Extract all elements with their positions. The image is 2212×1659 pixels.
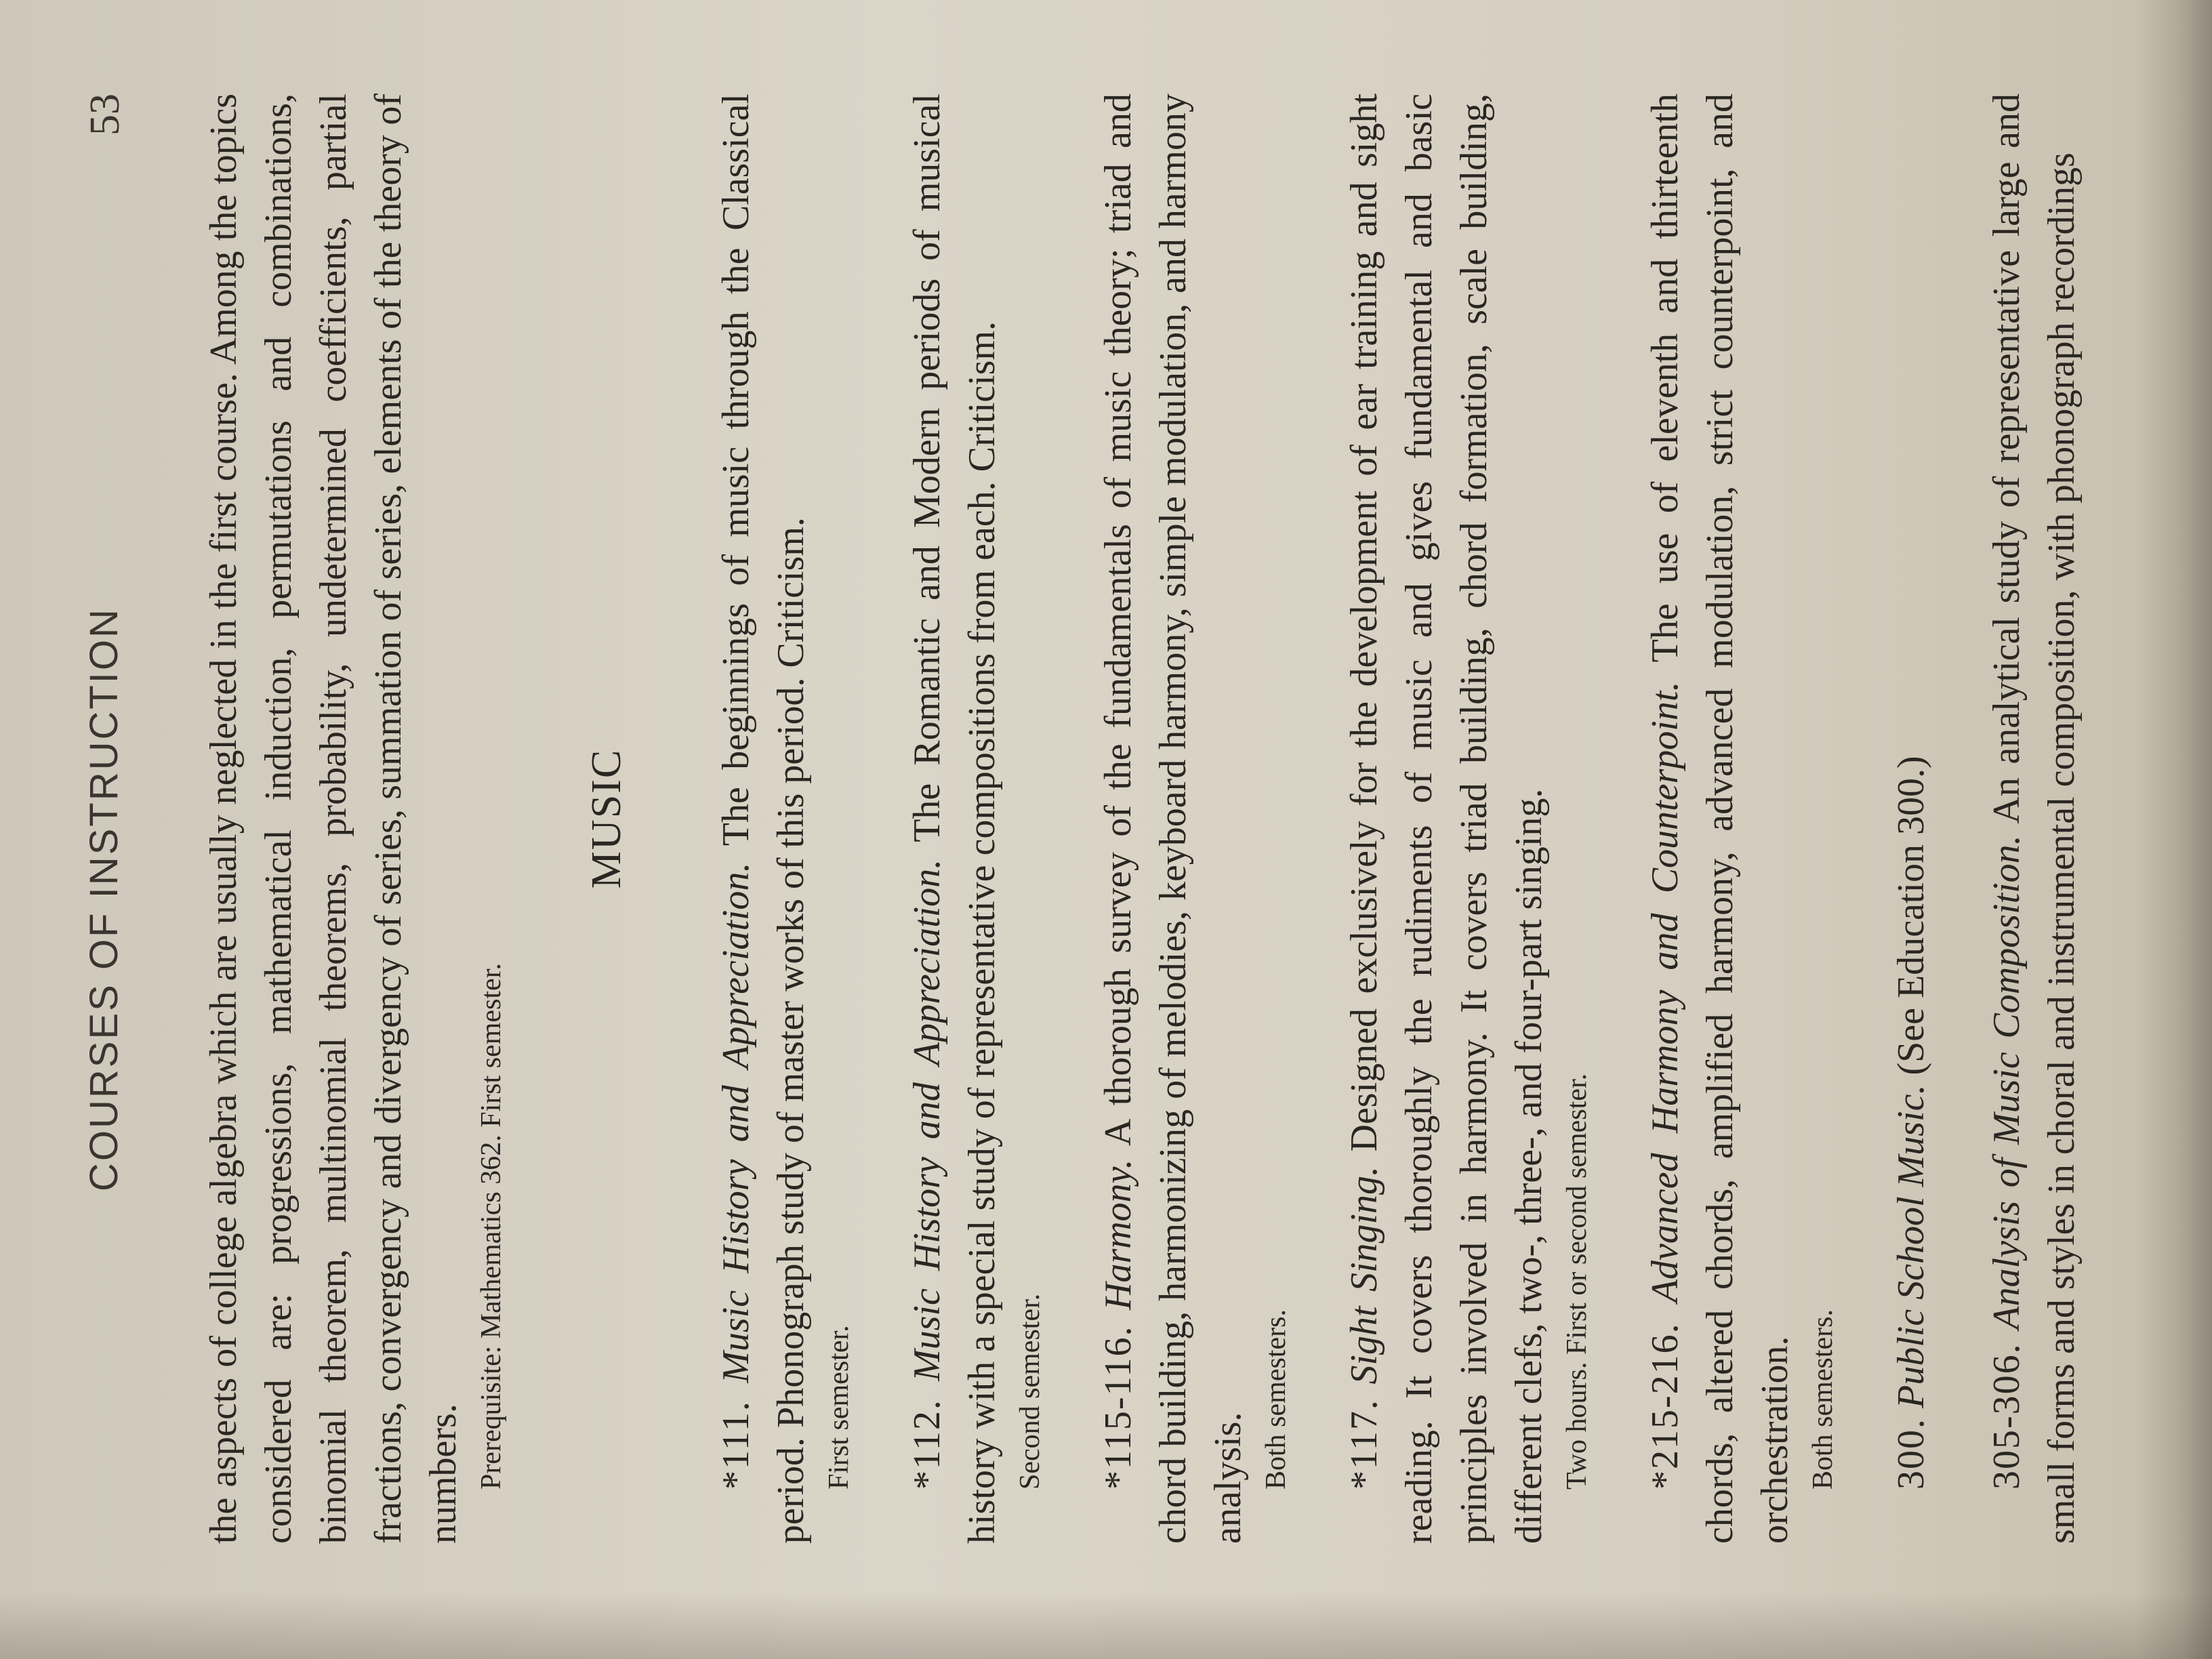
course-number: *117. [1343, 1399, 1385, 1490]
course-note: Both semesters. [1807, 1309, 1839, 1490]
course-entry-305-306 [1980, 94, 2089, 1544]
course-entry-111 [709, 94, 819, 1544]
course-title: Advanced Harmony and Counterpoint. [1644, 681, 1686, 1303]
course-title: Music History and Appreciation. [906, 859, 948, 1382]
course-title: Sight Singing. [1343, 1166, 1385, 1385]
course-entry-117 [1337, 94, 1557, 1544]
course-title: Music History and Appreciation. [715, 862, 757, 1383]
course-note: Second semester. [1015, 1293, 1046, 1490]
course-title: Analysis of Music Composition. [1986, 835, 2028, 1330]
course-entry-115-116 [1091, 94, 1256, 1544]
course-description: The beginnings of music through the Classical period. Phonograph study of master works of this period. Criticism. [715, 94, 812, 1544]
course-description: The Romantic and Modern periods of musical history with a special study of representative compositions from each. Criticism. [906, 94, 1003, 1544]
page-edge-shadow [0, 1593, 2212, 1659]
course-description: Designed exclusively for the development of ear training and sight reading. It covers thoroughly the rudiments of music and gives fundamental and basic principles involved in harmony. It covers triad building, chord formation, scale building, different clefs, two-, three-, and four-part singing. [1343, 93, 1550, 1544]
section-heading: MUSIC [583, 748, 630, 889]
page-number: 53 [82, 94, 128, 136]
page-gutter-shadow [2135, 0, 2212, 1659]
course-number: *112. [906, 1399, 948, 1490]
course-number: 305-306. [1986, 1343, 2028, 1490]
course-note: First semester. [823, 1325, 855, 1490]
prerequisite-note: Prerequisite: Mathematics 362. First semester. [476, 963, 507, 1490]
course-description: A thorough survey of the fundamentals of music theory; triad and chord building, harmonizing of melodies, keyboard harmony, simple modulation, and harmony analysis. [1097, 94, 1249, 1544]
course-entry-300 [1884, 94, 1939, 1544]
page-header [81, 94, 142, 1544]
course-note: Both semesters. [1261, 1309, 1292, 1490]
running-head: COURSES OF INSTRUCTION [82, 607, 126, 1191]
course-description: An analytical study of representative large and small forms and styles in choral and instrumental composition, with phonograph recordings [1986, 93, 2083, 1544]
course-entry-215-216 [1638, 94, 1803, 1544]
course-description: (See Education 300.) [1890, 756, 1932, 1076]
course-entry-112 [900, 94, 1010, 1544]
page-body [197, 94, 2089, 1544]
course-number: *115-116. [1097, 1325, 1139, 1490]
course-description: The use of eleventh and thirteenth chords, altered chords, amplified harmony, advanced modulation, strict counterpoint, and orchestration. [1644, 93, 1796, 1544]
course-note: Two hours. First or second semester. [1561, 1073, 1593, 1490]
course-title: Harmony. [1097, 1159, 1139, 1310]
course-title: Public School Music. [1890, 1084, 1932, 1408]
course-number: *111. [715, 1400, 757, 1490]
intro-paragraph: the aspects of college algebra which are usually neglected in the first course. Among the topics considered are: progressions, mathematical induction, permutations and combinations, binomial theorem, multinomial theorems, probability, undetermined coefficients, partial fractions, convergency and divergency of series, summation of series, elements of the theory of numbers. [203, 94, 464, 1544]
course-number: *215-216. [1644, 1322, 1686, 1490]
course-number: 300. [1890, 1418, 1932, 1490]
